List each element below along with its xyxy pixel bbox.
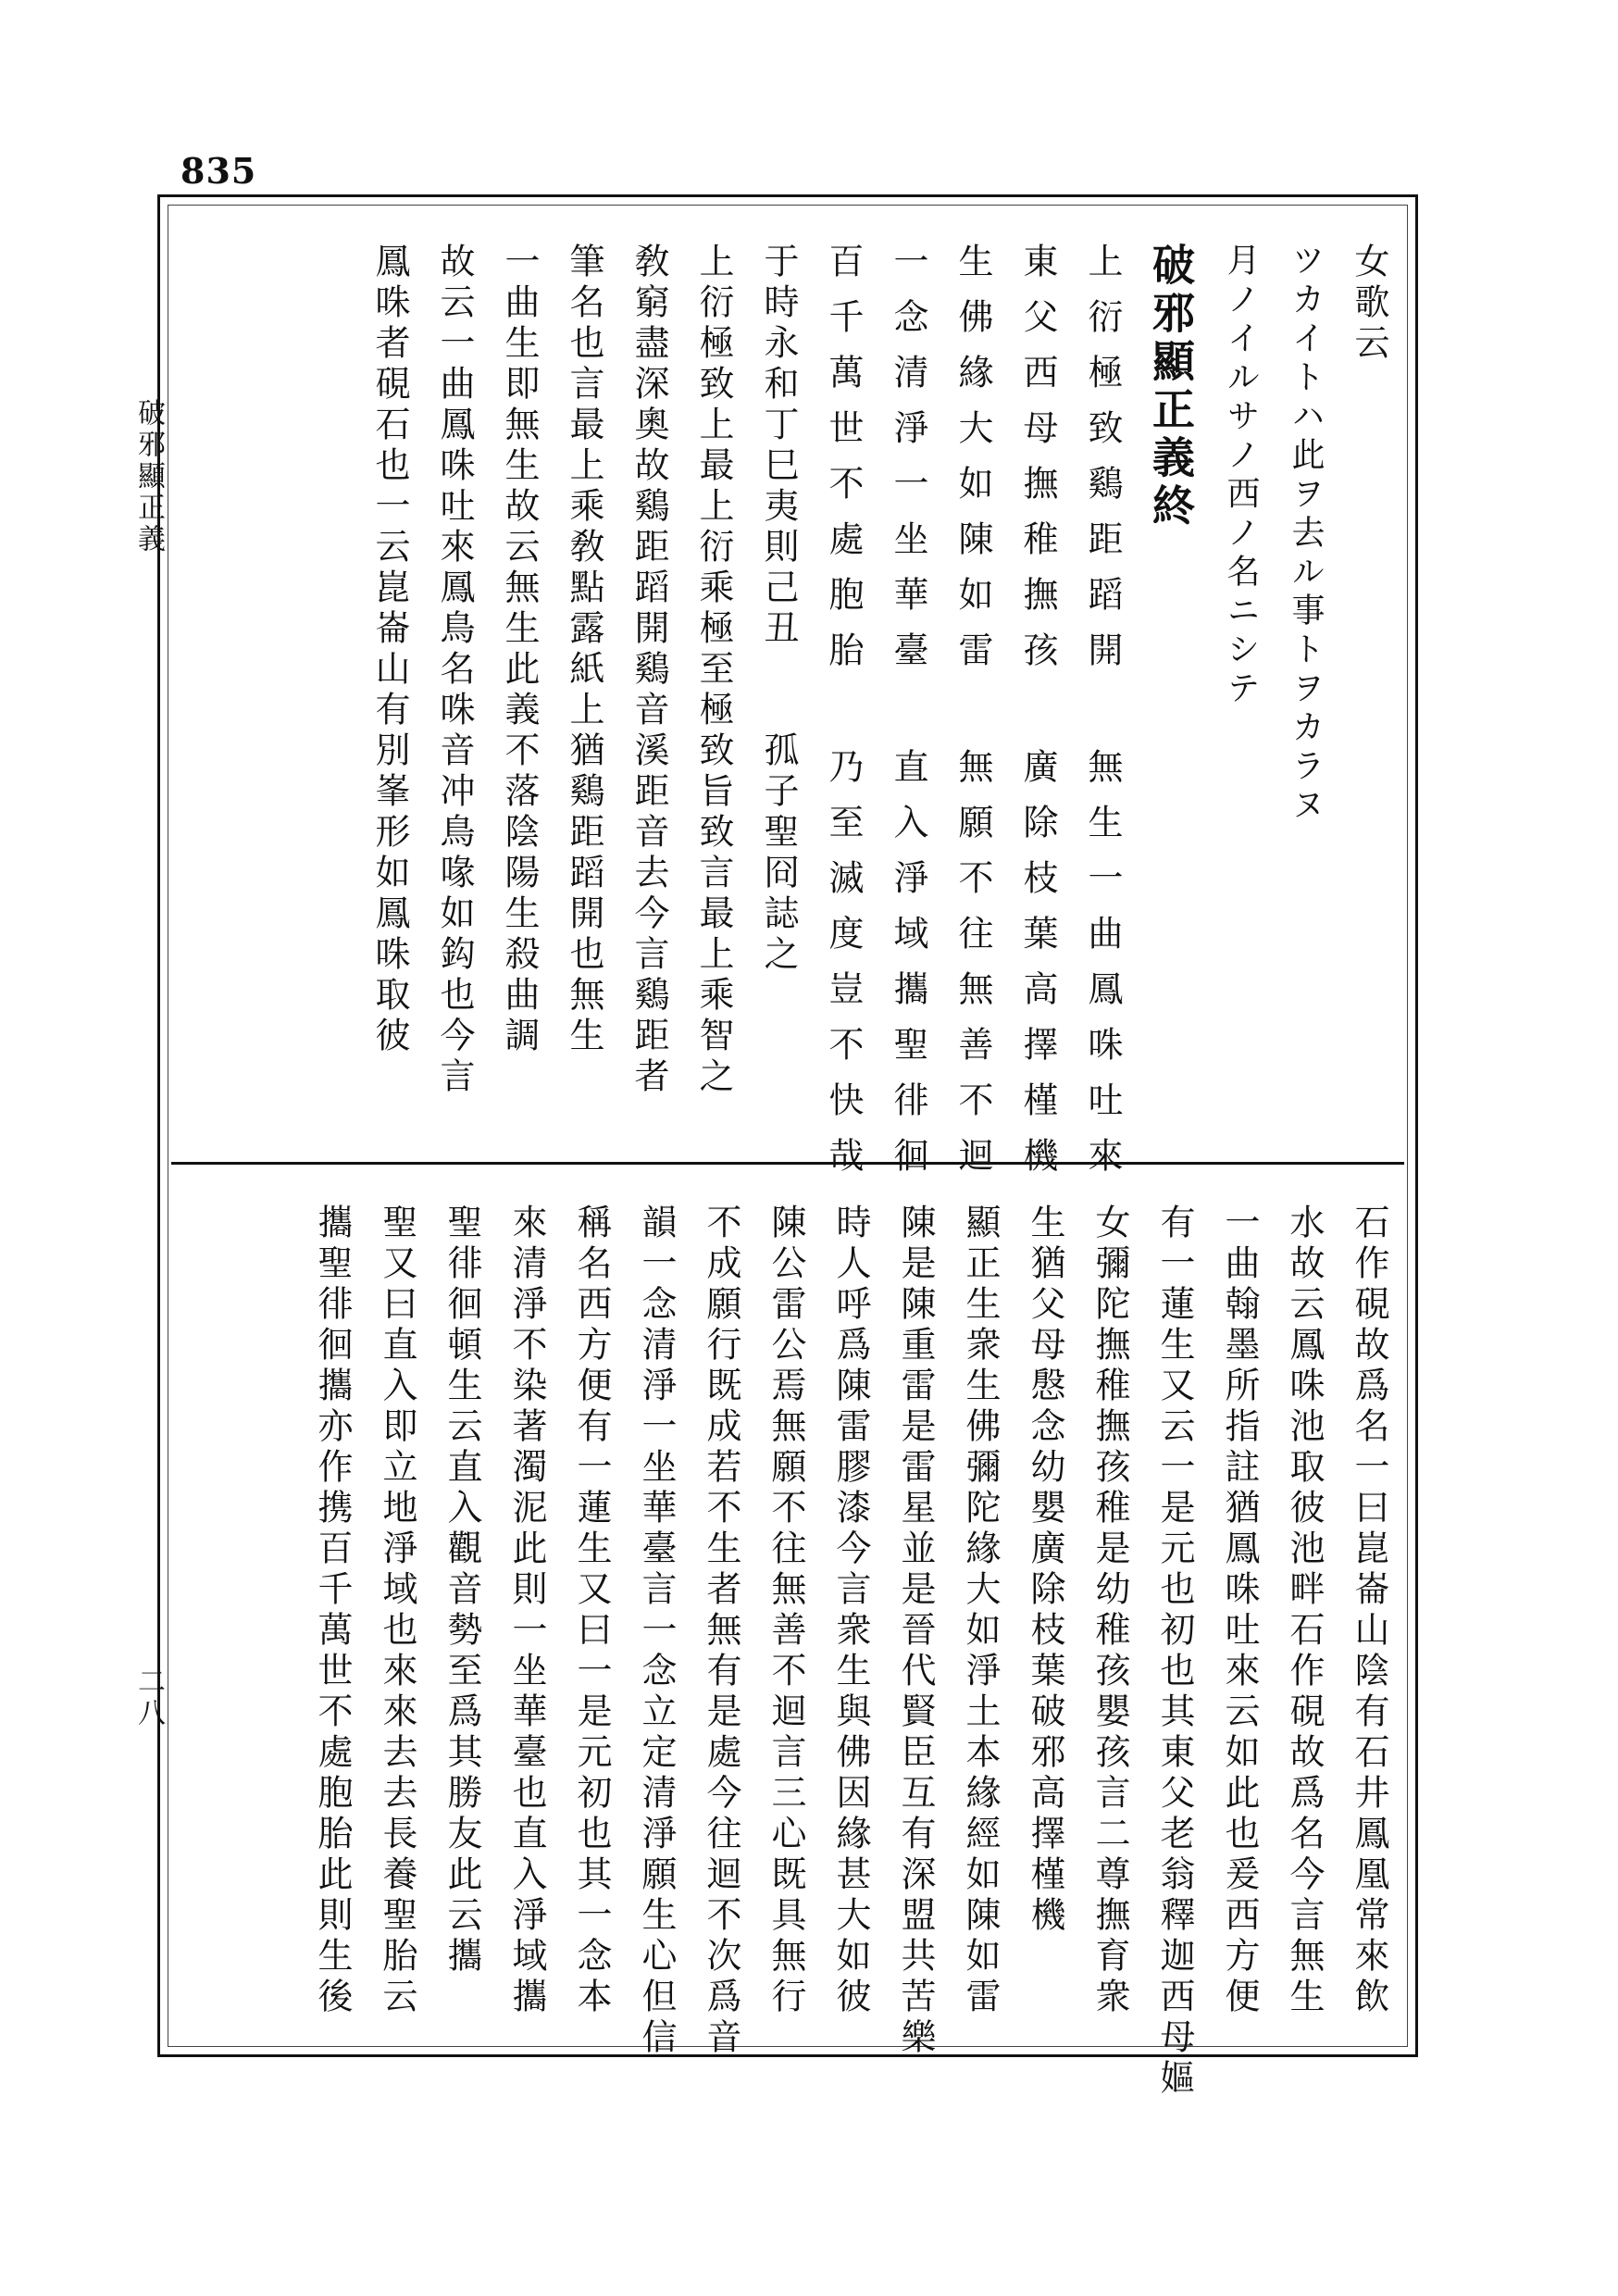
- text-column: 水故云鳳咮池取彼池畔石作硯故爲名今言無生: [1284, 1204, 1325, 2018]
- text-column: 于時永和丁巳夷則己丑 孤子聖冏誌之: [758, 243, 799, 976]
- text-column: 聖徘徊頓生云直入觀音勢至爲其勝友此云攜: [442, 1204, 482, 1978]
- text-column: 攜聖徘徊攜亦作携百千萬世不處胞胎此則生後: [312, 1204, 353, 2018]
- text-column: 東父西母撫稚撫孩 廣除枝葉高擇槿機: [1017, 243, 1058, 1192]
- top-text-section: [342, 243, 1389, 1192]
- text-column: 稱名西方便有一蓮生又曰一是元初也其一念本: [571, 1204, 612, 2018]
- text-column: 一曲翰墨所指註猶鳳咮吐來云如此也爰西方便: [1219, 1204, 1260, 2018]
- text-column: 鳳咮者硯石也一云崑崙山有別峯形如鳳咮取彼: [369, 243, 410, 1057]
- text-column: 聖又曰直入即立地淨域也來來去去長養聖胎云: [377, 1204, 417, 2018]
- text-column: 韻一念清淨一坐華臺言一念立定清淨願生心但信: [636, 1204, 677, 2059]
- page-number: 835: [180, 150, 257, 192]
- text-column: 一念清淨一坐華臺 直入淨域攜聖徘徊: [888, 243, 928, 1192]
- text-column: 百千萬世不處胞胎 乃至滅度豈不快哉: [823, 243, 864, 1192]
- text-column: 敎窮盡深奧故鷄距蹈開鷄音溪距音去今言鷄距者: [629, 243, 669, 1098]
- text-column: 時人呼爲陳雷膠漆今言衆生與佛因緣甚大如彼: [830, 1204, 871, 2018]
- text-column: 筆名也言最上乘敎點露紙上猶鷄距蹈開也無生: [564, 243, 604, 1057]
- text-column: 故云一曲鳳咮吐來鳳鳥名咮音冲鳥喙如鈎也今言: [434, 243, 475, 1098]
- text-column: 陳是陳重雷是雷星並是晉代賢臣互有深盟共苦樂: [895, 1204, 936, 2059]
- text-column: 不成願行既成若不生者無有是處今往迴不次爲音: [701, 1204, 741, 2059]
- text-column: 女彌陀撫稚撫孩稚是幼稚孩嬰孩言二尊撫育衆: [1089, 1204, 1130, 2018]
- text-column: 女歌云: [1349, 243, 1389, 365]
- text-column: ツカイトハ此ヲ去ル事トヲカラヌ: [1287, 243, 1325, 826]
- text-column: 陳公雷公焉無願不往無善不迴言三心既具無行: [765, 1204, 806, 2018]
- text-column: 月ノイルサノ西ノ名ニシテ: [1222, 243, 1260, 709]
- section-divider: [171, 1162, 1404, 1165]
- running-title: 破邪顯正義: [132, 398, 165, 555]
- text-column: 生佛緣大如陳如雷 無願不往無善不迴: [952, 243, 993, 1192]
- text-column: 生猶父母慇念幼嬰廣除枝葉破邪高擇槿機: [1025, 1204, 1065, 1937]
- text-column: 上衍極致上最上衍乘極至極致旨致言最上乘智之: [693, 243, 734, 1098]
- bottom-text-section: [285, 1204, 1389, 2100]
- folio-number: 二八: [132, 1666, 165, 1729]
- text-column: 來清淨不染著濁泥此則一坐華臺也直入淨域攜: [506, 1204, 547, 2018]
- text-column: 有一蓮生又云一是元也初也其東父老翁釋迦西母嫗: [1154, 1204, 1195, 2100]
- text-column: 破邪顯正義終: [1146, 243, 1196, 531]
- text-column: 石作硯故爲名一曰崑崙山陰有石井鳳凰常來飲: [1349, 1204, 1389, 2018]
- text-column: 一曲生即無生故云無生此義不落陰陽生殺曲調: [499, 243, 540, 1057]
- text-column: 上衍極致鷄距蹈開 無生一曲鳳咮吐來: [1082, 243, 1123, 1192]
- text-column: 顯正生衆生佛彌陀緣大如淨土本緣經如陳如雷: [960, 1204, 1001, 2018]
